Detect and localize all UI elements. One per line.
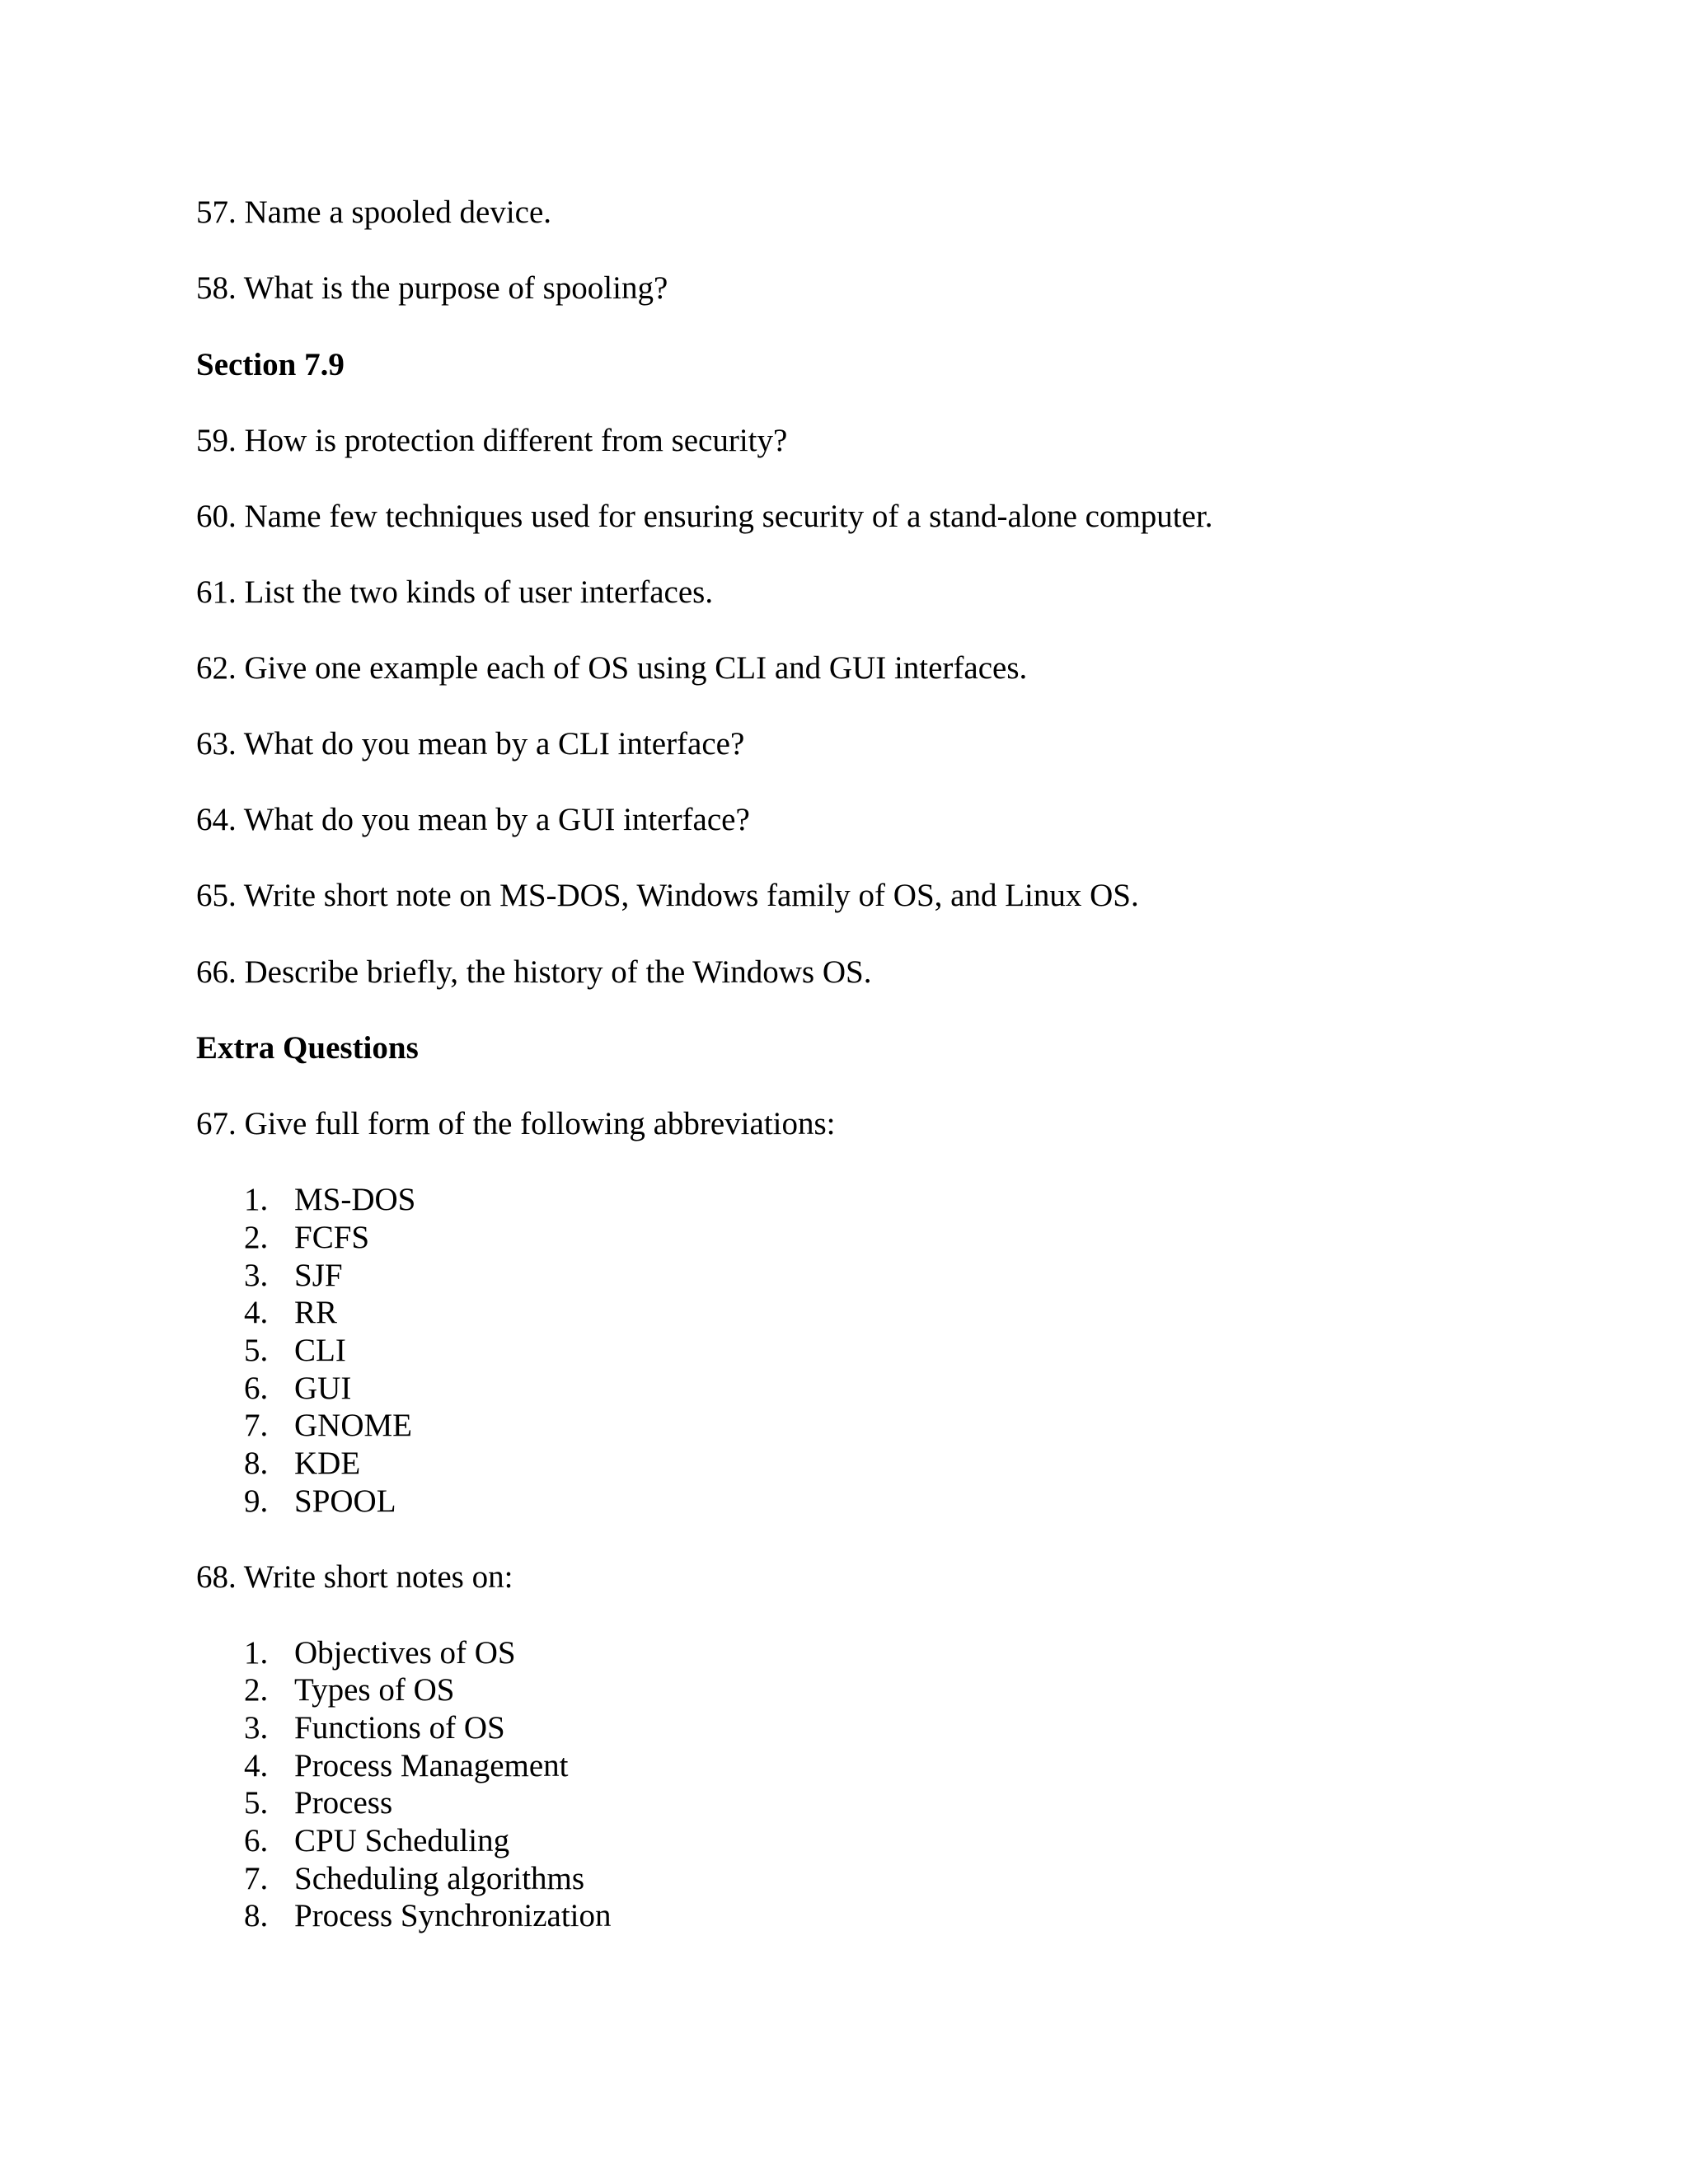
section-heading: Section 7.9 bbox=[196, 347, 345, 382]
question-63: 63. What do you mean by a CLI interface? bbox=[196, 726, 745, 762]
question-60: 60. Name few techniques used for ensuring security of a stand-alone computer. bbox=[196, 499, 1213, 534]
document-page: 57. Name a spooled device. 58. What is the purpose of spooling? Section 7.9 59. How is protection different from security? 60. Name few techniques used for ensuring security of a stand-alone computer. 61. List the two kinds of user interfaces. 62. Give one example each of OS using CLI and GUI interfaces. 63. What do you mean by a CLI interface? 64. What do you mean by a GUI interface? 65. Write short note on MS-DOS, Windows family of OS, and Linux OS. 66. Describe briefly, the history of the Windows OS. Extra Questions 67. Give full form of the following abbreviations: 1. MS-DOS 2. FCFS 3. SJF 4. RR 5. CLI 6. GUI 7. GNOME 8. KDE 9. SPOOL 68. Write short notes on: 1. Objectives of OS 2. Types of OS 3. Functions of OS 4. Process Management 5. Process 6. CPU Scheduling 7. Scheduling algorithms 8. Process Synchronization bbox=[0, 0, 1688, 2184]
question-61: 61. List the two kinds of user interfaces. bbox=[196, 574, 714, 610]
extra-questions-heading: Extra Questions bbox=[196, 1030, 419, 1066]
question-58: 58. What is the purpose of spooling? bbox=[196, 270, 668, 306]
question-66: 66. Describe briefly, the history of the Windows OS. bbox=[196, 954, 872, 990]
question-68: 68. Write short notes on: bbox=[196, 1559, 513, 1595]
question-65: 65. Write short note on MS-DOS, Windows family of OS, and Linux OS. bbox=[196, 878, 1139, 913]
question-62: 62. Give one example each of OS using CLI and GUI interfaces. bbox=[196, 650, 1028, 686]
question-67: 67. Give full form of the following abbreviations: bbox=[196, 1106, 836, 1141]
question-57: 57. Name a spooled device. bbox=[196, 194, 552, 230]
question-59: 59. How is protection different from security? bbox=[196, 423, 788, 458]
question-64: 64. What do you mean by a GUI interface? bbox=[196, 802, 750, 837]
